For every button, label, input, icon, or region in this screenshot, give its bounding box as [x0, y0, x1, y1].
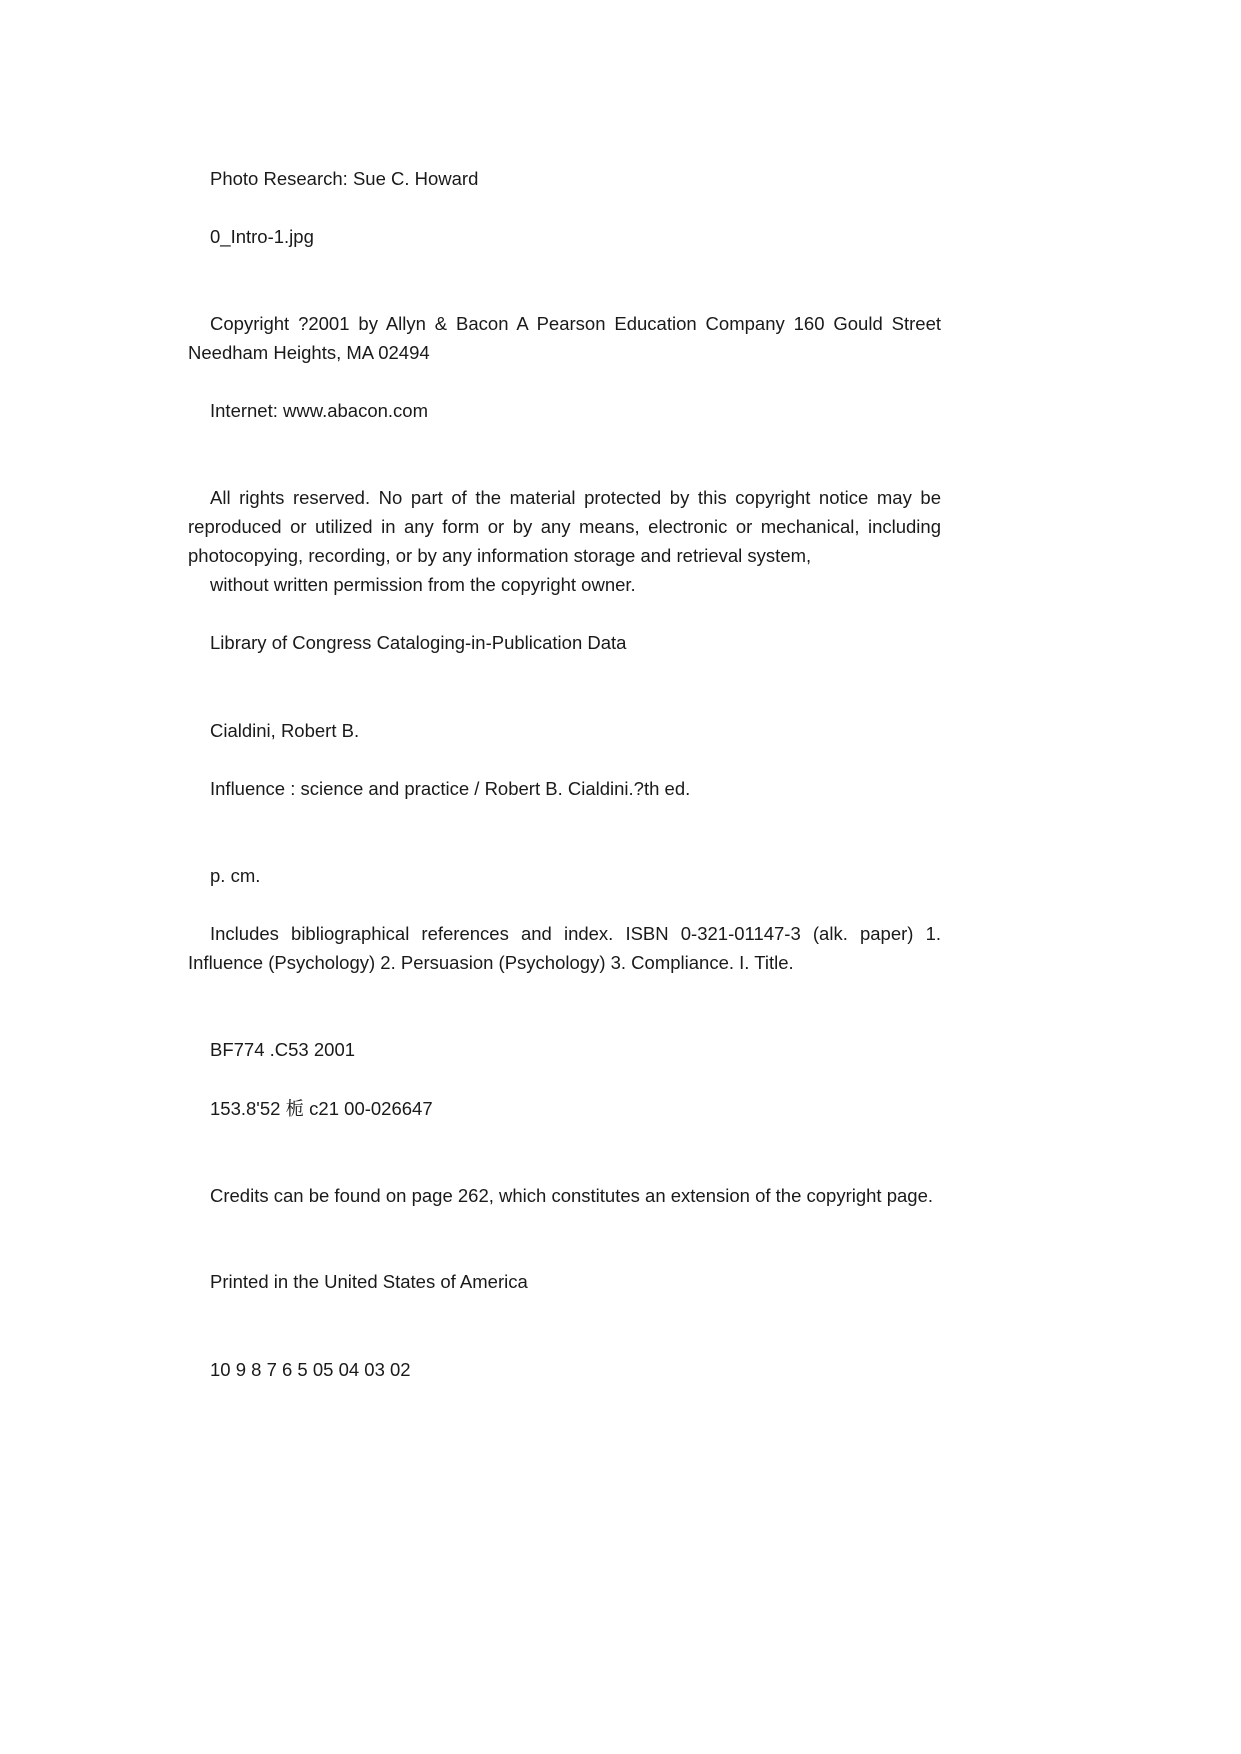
dewey-classification: 153.8'52 栀 c21 00-026647: [210, 1098, 433, 1119]
author-line: Cialdini, Robert B.: [210, 720, 360, 741]
rights-paragraph-continued: without written permission from the copyright owner.: [210, 574, 636, 595]
rights-paragraph: All rights reserved. No part of the material protected by this copyright notice may be reproduced or utilized in any form or by any means, electronic or mechanical, including photocopying, recording, or by any information storage and retrieval system,: [188, 487, 941, 566]
printed-line: Printed in the United States of America: [210, 1271, 528, 1292]
lc-classification: BF774 .C53 2001: [210, 1039, 356, 1060]
copyright-paragraph: Copyright ?2001 by Allyn & Bacon A Pearson Education Company 160 Gould Street Needham Heights, MA 02494: [188, 313, 941, 363]
print-number-line: 10 9 8 7 6 5 05 04 03 02: [210, 1359, 411, 1380]
photo-research-line: Photo Research: Sue C. Howard: [210, 168, 479, 189]
internet-line: Internet: www.abacon.com: [210, 400, 428, 421]
pcm-line: p. cm.: [210, 865, 261, 886]
cip-heading: Library of Congress Cataloging-in-Publication Data: [210, 632, 627, 653]
image-filename: 0_Intro-1.jpg: [210, 226, 314, 247]
subjects-paragraph: Includes bibliographical references and index. ISBN 0-321-01147-3 (alk. paper) 1. Influence (Psychology) 2. Persuasion (Psychology) 3. Compliance. I. Title.: [188, 923, 941, 973]
credits-line: Credits can be found on page 262, which constitutes an extension of the copyright page.: [210, 1185, 934, 1206]
title-line: Influence : science and practice / Robert B. Cialdini.?th ed.: [210, 778, 691, 799]
